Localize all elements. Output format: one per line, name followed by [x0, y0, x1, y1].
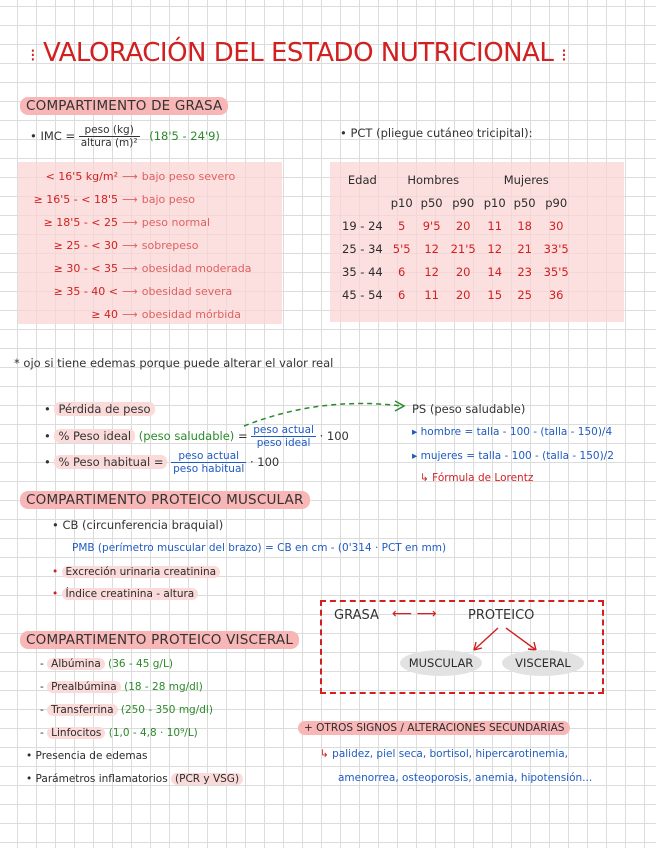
- pct-row: [338, 237, 573, 260]
- diagram-proteico: PROTEICO: [468, 608, 535, 623]
- excrecion-item: • Excreción urinaria creatinina: [52, 566, 220, 578]
- double-arrow-icon: ⟵ ⟶: [392, 606, 437, 622]
- edemas-item: • Presencia de edemas: [26, 750, 148, 762]
- bmi-range: ≥ 35 - 40 <: [53, 285, 118, 298]
- visceral-item-range: (36 - 45 g/L): [108, 658, 173, 670]
- bmi-class: bajo peso severo: [141, 170, 236, 183]
- visceral-item: - Prealbúmina (18 - 28 mg/dl): [40, 681, 203, 693]
- sparkle-right-icon: ⁝: [561, 45, 567, 66]
- pct-percentile-header: p50: [513, 195, 536, 210]
- ideal-fraction: $\frac{\text{peso actual}}{\text{peso ideal}}$: [253, 424, 314, 449]
- bmi-range: ≥ 40: [91, 308, 118, 321]
- pct-header-row: [338, 168, 573, 191]
- pct-value: 12: [424, 241, 439, 256]
- pct-row: [338, 214, 573, 237]
- visceral-item-range: (18 - 28 mg/dl): [124, 681, 203, 693]
- pmb-formula: PMB (perímetro muscular del brazo) = CB en cm - (0'314 · PCT en mm): [72, 542, 447, 554]
- pct-value: 6: [398, 287, 406, 302]
- pct-value: 5'5: [392, 241, 411, 256]
- diagram-visceral: VISCERAL: [502, 650, 584, 676]
- pct-percentile-header: p10: [483, 195, 506, 210]
- habitual-fraction: $\frac{\text{peso actual}}{\text{peso habitual}}$: [173, 450, 245, 475]
- visceral-item-name: Albúmina: [47, 658, 105, 670]
- page-title: ⁝ VALORACIÓN DEL ESTADO NUTRICIONAL ⁝: [30, 38, 567, 68]
- pct-value: 30: [548, 218, 564, 233]
- pct-value: 11: [424, 287, 439, 302]
- pct-table: [338, 168, 573, 306]
- peso-ideal-formula: • % Peso ideal (peso saludable) = $\frac{\text{peso actual}}{\text{peso ideal}}$ · 100: [44, 424, 349, 449]
- pct-value: 23: [517, 264, 532, 279]
- bmi-class: obesidad mórbida: [141, 308, 241, 321]
- visceral-item: - Linfocitos (1,0 - 4,8 · 10⁹/L): [40, 727, 198, 739]
- parametros-item: • Parámetros inflamatorios (PCR y VSG): [26, 773, 243, 785]
- bmi-class: sobrepeso: [141, 239, 199, 252]
- visceral-item-name: Transferrina: [47, 704, 117, 716]
- bmi-class: bajo peso: [141, 193, 195, 206]
- pct-value: 25: [517, 287, 532, 302]
- diagram-muscular: MUSCULAR: [400, 650, 482, 676]
- edema-note: * ojo si tiene edemas porque puede alterar el valor real: [14, 356, 334, 370]
- perdida-peso: • Pérdida de peso: [44, 402, 155, 416]
- pct-value: 20: [455, 218, 471, 233]
- cb-item: • CB (circunferencia braquial): [52, 518, 224, 532]
- visceral-item: - Albúmina (36 - 45 g/L): [40, 658, 173, 670]
- bmi-row: [30, 285, 232, 298]
- bmi-class: obesidad moderada: [141, 262, 252, 275]
- bmi-range: ≥ 25 - < 30: [53, 239, 118, 252]
- bullet-icon: •: [340, 126, 347, 140]
- pct-value: 9'5: [422, 218, 441, 233]
- pct-value: 21: [517, 241, 532, 256]
- header-mujeres: Mujeres: [503, 172, 549, 187]
- bmi-row: [30, 170, 235, 183]
- sparkle-left-icon: ⁝: [30, 45, 36, 66]
- visceral-item-name: Prealbúmina: [47, 681, 121, 693]
- bmi-class: peso normal: [141, 216, 211, 229]
- bmi-range: ≥ 18'5 - < 25: [43, 216, 118, 229]
- lorentz-hombre: ▸ hombre = talla - 100 - (talla - 150)/4: [412, 426, 613, 438]
- header-hombres: Hombres: [407, 172, 460, 187]
- pct-age: 35 - 44: [342, 264, 383, 279]
- pct-age: 45 - 54: [342, 287, 383, 302]
- bmi-range: ≥ 30 - < 35: [53, 262, 118, 275]
- arrow-right-icon: ⟶: [122, 170, 138, 183]
- otros-line1: ↳ palidez, piel seca, bortisol, hipercarotinemia,: [320, 748, 569, 760]
- dashed-arrow-to-ps: [240, 396, 410, 430]
- pct-value: 20: [455, 287, 471, 302]
- pct-value: 6: [398, 264, 406, 279]
- diagram-grasa: GRASA: [334, 608, 379, 623]
- visceral-item-name: Linfocitos: [47, 727, 105, 739]
- imc-fraction: $\frac{\text{peso (kg)}}{\text{altura (m)²}}$: [80, 124, 138, 149]
- bmi-row: [30, 239, 198, 252]
- section-grasa-heading: COMPARTIMENTO DE GRASA: [20, 98, 228, 114]
- pct-age: 25 - 34: [342, 241, 383, 256]
- pct-value: 20: [455, 264, 471, 279]
- pct-value: 12: [487, 241, 503, 256]
- lorentz-mujeres: ▸ mujeres = talla - 100 - (talla - 150)/2: [412, 450, 614, 462]
- pct-row: [338, 283, 573, 306]
- section-muscular-heading: COMPARTIMENTO PROTEICO MUSCULAR: [20, 492, 310, 508]
- indice-item: • Índice creatinina - altura: [52, 588, 198, 600]
- pct-body: [338, 214, 573, 306]
- imc-formula: • IMC = $\frac{\text{peso (kg)}}{\text{altura (m)²}}$ (18'5 - 24'9): [30, 124, 220, 149]
- lorentz-formula: ↳ Fórmula de Lorentz: [420, 472, 534, 484]
- section-visceral-heading: COMPARTIMENTO PROTEICO VISCERAL: [20, 632, 299, 648]
- pct-percentile-header: p90: [545, 195, 568, 210]
- arrow-right-icon: ⟶: [122, 285, 138, 298]
- asterisk-icon: *: [14, 356, 20, 370]
- bmi-range: ≥ 16'5 - < 18'5: [33, 193, 118, 206]
- peso-habitual-formula: • % Peso habitual = $\frac{\text{peso actual}}{\text{peso habitual}}$ · 100: [44, 450, 280, 475]
- arrow-right-icon: ⟶: [122, 216, 138, 229]
- otros-line2: amenorrea, osteoporosis, anemia, hipotensión...: [338, 772, 593, 784]
- pct-subheader-row: [338, 191, 573, 214]
- visceral-item-range: (1,0 - 4,8 · 10⁹/L): [108, 727, 198, 739]
- pct-value: 11: [487, 218, 503, 233]
- arrow-right-icon: ⟶: [122, 239, 138, 252]
- bullet-icon: •: [30, 129, 37, 143]
- pct-value: 35'5: [543, 264, 569, 279]
- bmi-row: [30, 216, 210, 229]
- visceral-item-range: (250 - 350 mg/dl): [120, 704, 213, 716]
- return-arrow-icon: ↳: [320, 748, 329, 760]
- pct-value: 12: [424, 264, 439, 279]
- bmi-class: obesidad severa: [141, 285, 233, 298]
- pct-percentile-header: p50: [420, 195, 443, 210]
- pct-row: [338, 260, 573, 283]
- bmi-range: < 16'5 kg/m²: [45, 170, 118, 183]
- return-arrow-icon: ↳: [420, 472, 429, 484]
- pct-percentile-header: p10: [390, 195, 413, 210]
- otros-heading: + OTROS SIGNOS / ALTERACIONES SECUNDARIAS: [298, 722, 570, 734]
- pct-age: 19 - 24: [342, 218, 383, 233]
- pct-value: 36: [548, 287, 564, 302]
- arrow-right-icon: ⟶: [122, 262, 138, 275]
- ps-label: PS (peso saludable): [412, 402, 526, 416]
- bmi-row: [30, 193, 195, 206]
- pct-value: 15: [487, 287, 503, 302]
- header-edad: Edad: [347, 172, 377, 187]
- pct-value: 21'5: [450, 241, 476, 256]
- bmi-row: [30, 308, 241, 321]
- bmi-row: [30, 262, 251, 275]
- pct-percentile-header: p90: [452, 195, 475, 210]
- pct-label: • PCT (pliegue cutáneo tricipital):: [340, 126, 533, 140]
- pct-value: 14: [487, 264, 503, 279]
- pct-value: 33'5: [543, 241, 569, 256]
- arrow-right-icon: ⟶: [122, 193, 138, 206]
- pct-value: 18: [517, 218, 532, 233]
- pct-value: 5: [398, 218, 406, 233]
- visceral-item: - Transferrina (250 - 350 mg/dl): [40, 704, 213, 716]
- arrow-right-icon: ⟶: [122, 308, 138, 321]
